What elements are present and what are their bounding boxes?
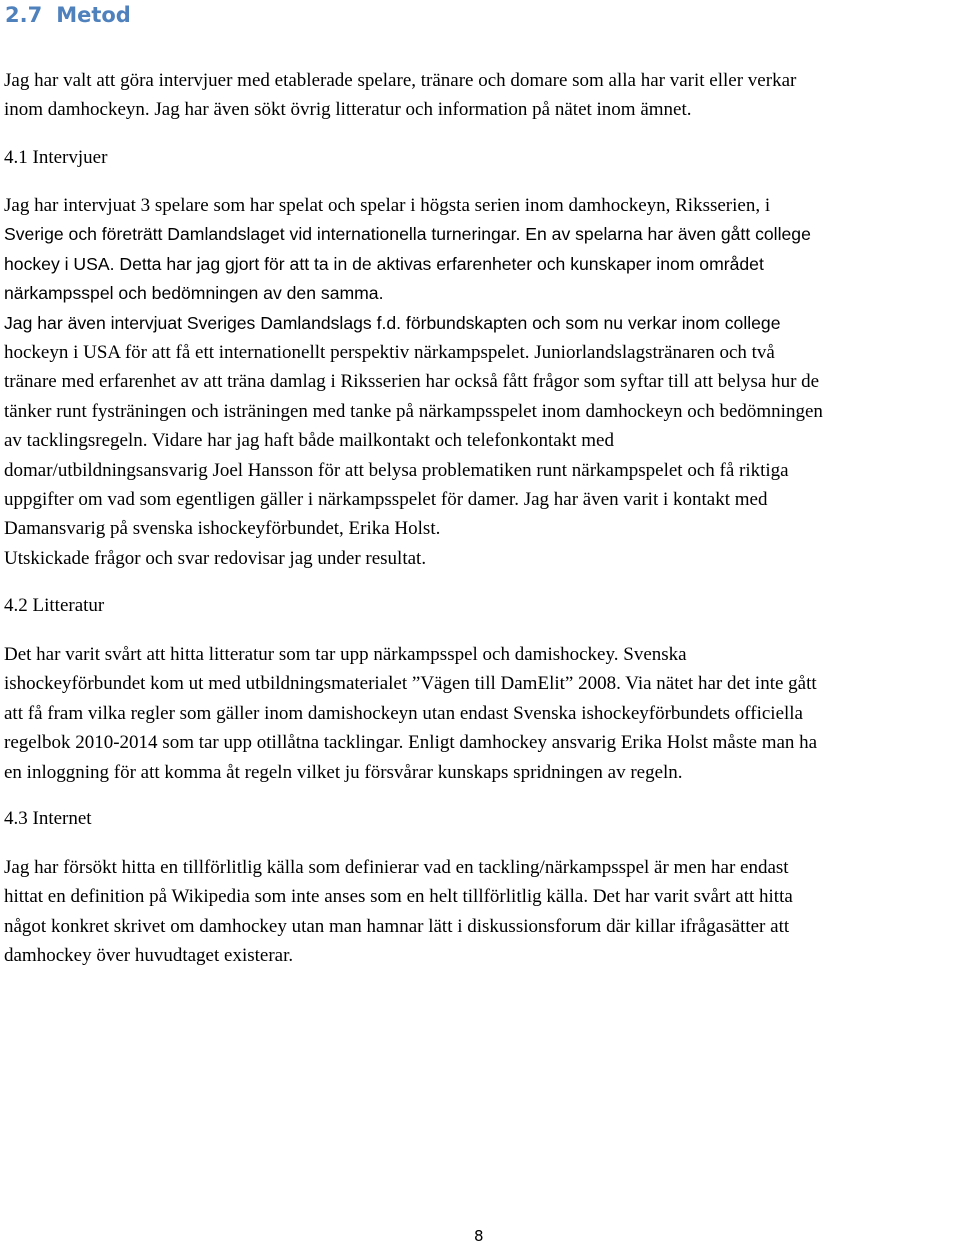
text-line: Jag har valt att göra intervjuer med etablerade spelare, tränare och domare som alla har varit eller verkar: [4, 70, 797, 91]
interviews-paragraph: [4, 191, 960, 573]
section-title: Metod: [56, 3, 131, 27]
text-line: [4, 220, 960, 249]
literature-paragraph: [4, 640, 960, 787]
text-line: Damansvarig på svenska ishockeyförbundet, Erika Holst.: [4, 518, 441, 540]
text-line-part: Sverige och företrätt Damlandslaget vid internationella turneringar. En av spelarna har även gått college: [4, 224, 811, 245]
text-line: Det har varit svårt att hitta litteratur som tar upp närkampsspel och damishockey. Svenska: [4, 644, 687, 665]
text-line: en inloggning för att komma åt regeln vilket ju försvårar kunskaps spridningen av regeln.: [4, 761, 683, 783]
text-line: av tacklingsregeln. Vidare har jag haft både mailkontakt och telefonkontakt med: [4, 430, 614, 452]
text-line: Jag har även intervjuat Sveriges Damlandslags f.d. förbundskapten och som nu verkar inom college: [4, 312, 781, 333]
text-line: damhockey över huvudtaget existerar.: [4, 945, 294, 967]
text-line: närkampsspel och bedömningen av den samma.: [4, 283, 384, 304]
text-line: Utskickade frågor och svar redovisar jag under resultat.: [4, 547, 427, 569]
section-number: 2.7: [5, 3, 43, 27]
intro-paragraph: [4, 66, 960, 125]
text-line: uppgifter om vad som egentligen gäller i närkampsspelet för damer. Jag har även varit i kontakt med: [4, 488, 768, 510]
text-line: att få fram vilka regler som gäller inom damishockeyn utan endast Svenska ishockeyförbundets officiella: [4, 702, 803, 724]
internet-heading: 4.3 Internet: [4, 808, 92, 829]
text-line: domar/utbildningsansvarig Joel Hansson för att belysa problematiken runt närkampspelet och få riktiga: [4, 459, 789, 481]
section-heading: [5, 0, 131, 30]
text-line: hittat en definition på Wikipedia som inte anses som en helt tillförlitlig källa. Det har varit svårt att hitta: [4, 886, 793, 908]
page-number: 8: [474, 1227, 484, 1245]
text-line: tränare med erfarenhet av att träna damlag i Riksserien har också fått frågor som syftar till att belysa hur de: [4, 371, 820, 393]
text-line: inom damhockeyn. Jag har även sökt övrig litteratur och information på nätet inom ämnet.: [4, 99, 692, 121]
text-line: hockey i USA. Detta har jag gjort för att ta in de aktivas erfarenheter och kunskaper inom området: [4, 253, 764, 274]
text-line: ishockeyförbundet kom ut med utbildningsmaterialet ”Vägen till DamElit” 2008. Via nätet har det inte gått: [4, 673, 817, 695]
text-line: Jag har intervjuat 3 spelare som har spelat och spelar i högsta serien inom damhockeyn, Riksserien, i: [4, 195, 771, 216]
text-line: tänker runt fysträningen och isträningen med tanke på närkampsspelet inom damhockeyn och bedömningen: [4, 400, 823, 422]
text-line: något konkret skrivet om damhockey utan man hamnar lätt i diskussionsforum där killar ifrågasätter att: [4, 915, 790, 937]
text-line: Jag har försökt hitta en tillförlitlig källa som definierar vad en tackling/närkampsspel är men har endast: [4, 857, 789, 878]
text-line: hockeyn i USA för att få ett internationellt perspektiv närkampspelet. Juniorlandslagstränaren och två: [4, 341, 775, 363]
text-line: regelbok 2010-2014 som tar upp otillåtna tacklingar. Enligt damhockey ansvarig Erika Holst måste man ha: [4, 732, 818, 754]
literature-heading: 4.2 Litteratur: [4, 595, 105, 616]
internet-paragraph: [4, 853, 960, 971]
interviews-heading: 4.1 Intervjuer: [4, 147, 108, 168]
